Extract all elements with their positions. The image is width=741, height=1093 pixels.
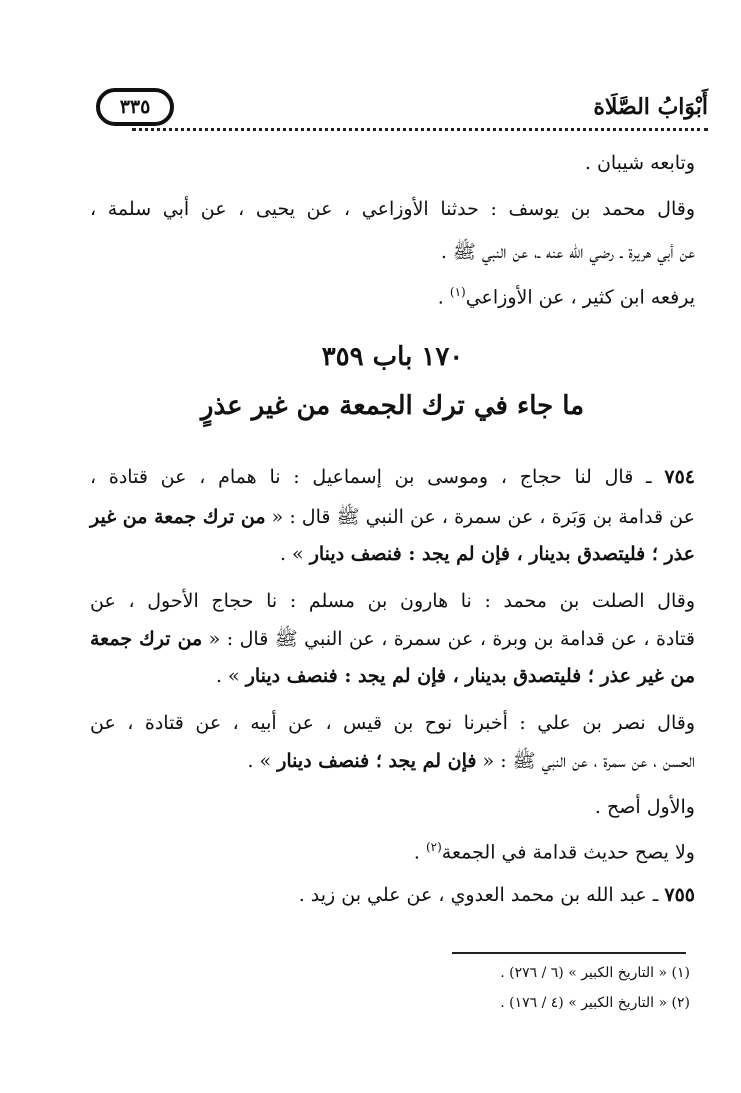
text-line [90,590,695,612]
chapter-number: ١٧٠ باب ٣٥٩ [321,342,464,372]
text-span: وقال الصلت بن محمد : نا هارون بن مسلم : نا حجاج الأحول ، عن [90,590,695,612]
hadith-number: ٧٥٤ [664,466,695,488]
text-line [90,665,695,687]
text-span: وقال نصر بن علي : أخبرنا نوح بن قيس ، عن أبيه ، عن قتادة ، عن [90,712,695,734]
text-span: ولا يصح حديث قدامة في الجمعة [441,841,695,864]
hadith-line [90,884,695,906]
hadith-matn: من ترك جمعة من غير [90,506,266,528]
footnote: (١) « التاريخ الكبير » (٦ / ٢٧٦) . [500,965,690,981]
page-number: ٣٣٥ [119,96,151,118]
text-span: . [437,286,450,309]
running-title: أَبْوَابُ الصَّلَاة [593,94,708,120]
text-span: وتابعه شيبان . [584,152,695,174]
text-span: ـ قال لنا حجاج ، وموسى بن إسماعيل : نا همام ، عن قتادة ، [90,466,665,488]
text-line [90,796,695,818]
text-line [90,840,695,863]
text-span: » . [215,665,246,687]
text-span: الحسن ، عن سمرة ، عن النبي ﷺ : « [476,750,695,772]
hadith-line [90,505,695,533]
text-line [90,240,695,268]
header-dotted-rule [132,128,708,131]
text-span: والأول أصح . [594,796,695,818]
text-line [90,152,695,174]
text-line [90,198,695,220]
hadith-line [90,466,695,488]
hadith-matn: من غير عذر ؛ فليتصدق بدينار ، فإن لم يجد : فنصف دينار [245,665,695,687]
text-span: عن قدامة بن وَبَرة ، عن سمرة ، عن النبي ﷺ قال : « [265,506,695,528]
chapter-title: ما جاء في ترك الجمعة من غير عذرٍ [200,391,585,421]
footnote-marker: (١) [449,285,466,299]
text-span: » . [279,543,310,565]
hadith-line [90,543,695,565]
footnote: (٢) « التاريخ الكبير » (٤ / ١٧٦) . [500,995,690,1011]
hadith-matn: عذر ؛ فليتصدق بدينار ، فإن لم يجد : فنصف دينار [309,543,695,565]
hadith-matn: من ترك جمعة [90,628,203,650]
text-span: يرفعه ابن كثير ، عن الأوزاعي [465,286,695,309]
footnote-rule [452,952,686,954]
text-span: عن أبي هريرة ـ رضي الله عنه ـ، عن النبي ﷺ . [440,241,695,263]
text-span: ـ عبد الله بن محمد العدوي ، عن علي بن زيد . [298,884,665,906]
page-header [96,88,708,132]
hadith-number: ٧٥٥ [664,884,695,906]
text-line [90,712,695,734]
footnote-marker: (٢) [425,840,442,854]
text-span: وقال محمد بن يوسف : حدثنا الأوزاعي ، عن يحيى ، عن أبي سلمة ، [90,198,695,220]
page-number-badge [96,88,174,126]
text-span: » . [247,750,278,772]
hadith-matn: فإن لم يجد ؛ فنصف دينار [277,750,477,772]
text-span: قتادة ، عن قدامة بن وبرة ، عن سمرة ، عن النبي ﷺ قال : « [202,628,695,650]
text-span: . [413,841,426,864]
text-line [90,285,695,308]
text-line [90,627,695,655]
text-line [90,749,695,777]
